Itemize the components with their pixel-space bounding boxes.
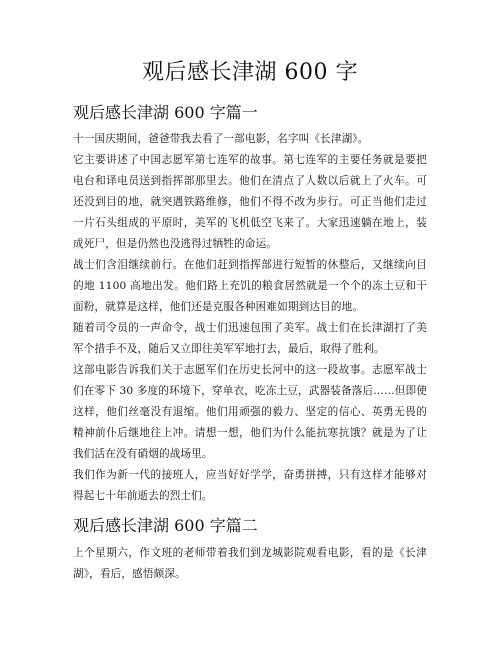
section-1-body <box>73 129 427 507</box>
document-title: 观后感长津湖 600 字 <box>142 60 358 85</box>
section-2-heading: 观后感长津湖 600 字篇二 <box>73 516 258 535</box>
section-1-paragraph-4: 随着司令员的一声命令，战士们迅速包围了美军。战士们在长津湖打了美军个措手不及，随后又立即往美军军地打去，最后，取得了胜利。 <box>73 322 427 355</box>
section-1-paragraph-3: 战士们含泪继续前行。在他们赶到指挥部进行短暂的休整后，又继续向目的地 1100 高地出发。他们路上充饥的粮食居然就是一个个的冻土豆和干面粉，就算是这样，他们还是克服各种困难如期到达目的地。 <box>73 259 427 313</box>
section-1-paragraph-5: 这部电影告诉我们关于志愿军们在历史长河中的这一段故事。志愿军战士们在零下 30 多度的环境下，穿单衣，吃冻土豆，武器装备落后……但即使这样，他们丝毫没有退缩。他们用顽强的毅力、坚定的信心、英勇无畏的精神前仆后继地往上冲。请想一想，他们为什么能抗寒抗饿？就是为了让我们活在没有硝烟的战场里。 <box>73 364 427 460</box>
section-1-paragraph-1: 十一国庆期间，爸爸带我去看了一部电影，名字叫《长津湖》。 <box>73 133 369 145</box>
section-1-paragraph-2: 它主要讲述了中国志愿军第七连军的故事。第七连军的主要任务就是要把电台和译电员送到指挥部那里去。他们在清点了人数以后就上了火车。可还没到目的地，就突遇铁路维修，他们不得不改为步行。可正当他们走过一片石头组成的平原时，美军的飞机低空飞来了。大家迅速躺在地上，装成死尸，但是仍然也没逃得过牺牲的命运。 <box>73 154 427 250</box>
section-1-paragraph-6: 我们作为新一代的接班人，应当好好学学，奋勇拼搏，只有这样才能够对得起七十年前逝去的烈士们。 <box>73 469 427 502</box>
section-2-paragraph-1: 上个星期六，作文班的老师带着我们到龙城影院观看电影，看的是《长津湖》，看后，感悟颇深。 <box>73 547 427 580</box>
section-1-heading: 观后感长津湖 600 字篇一 <box>73 103 258 122</box>
section-2-body <box>73 543 427 585</box>
